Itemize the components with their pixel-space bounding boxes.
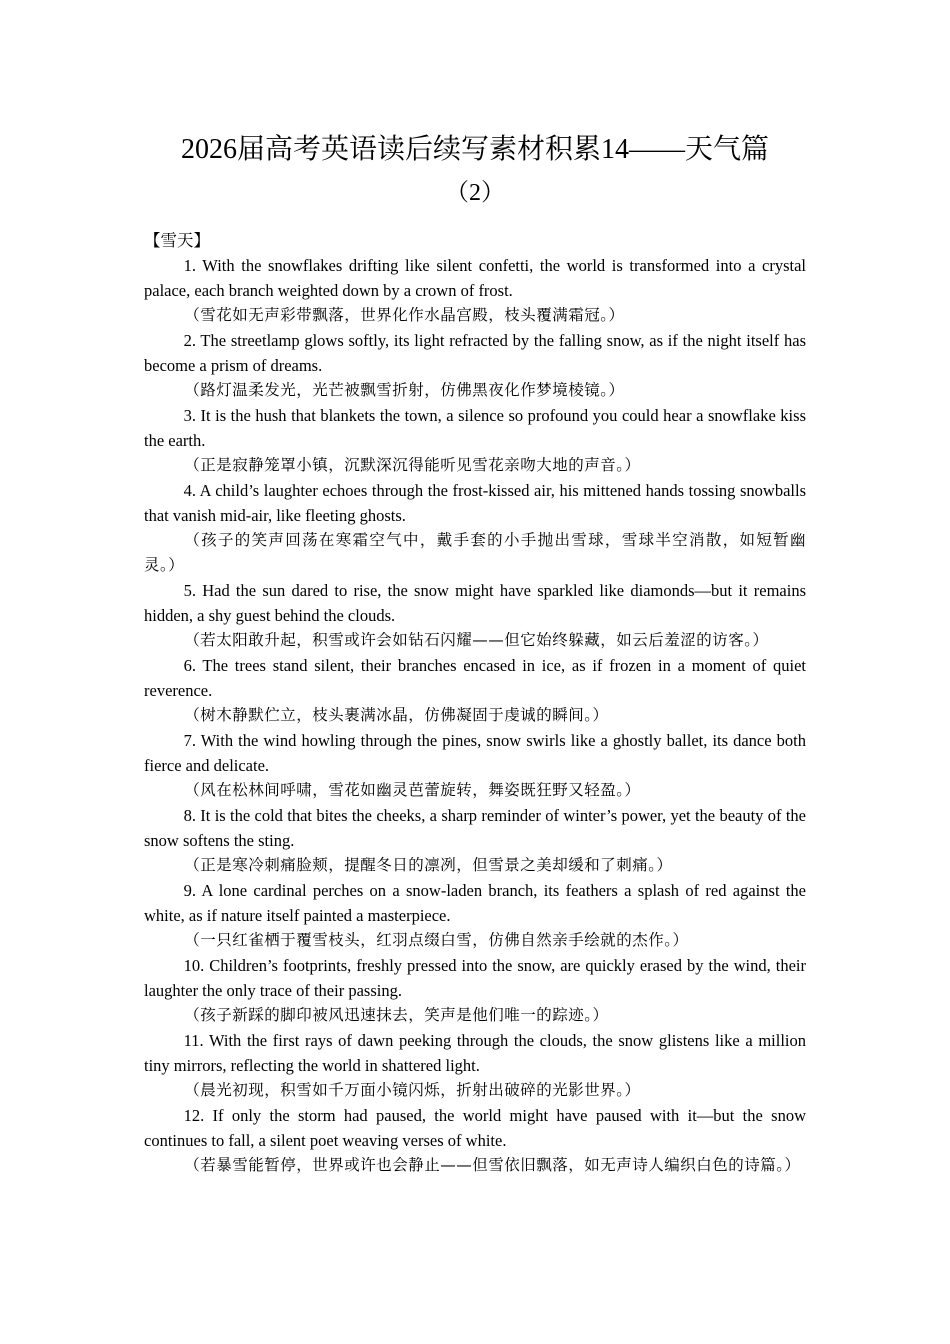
sentence-chinese: （一只红雀栖于覆雪枝头，红羽点缀白雪，仿佛自然亲手绘就的杰作。） — [184, 931, 689, 949]
sentence-english: 4. A child’s laughter echoes through the frost-kissed air, his mittened hands tossing snowballs that vanish mid-air, like fleeting ghosts. — [144, 481, 806, 525]
sentence-english: 6. The trees stand silent, their branches encased in ice, as if frozen in a moment of quiet reverence. — [144, 656, 806, 700]
sentence-english: 7. With the wind howling through the pines, snow swirls like a ghostly ballet, its dance both fierce and delicate. — [144, 731, 806, 775]
sentence-english: 2. The streetlamp glows softly, its light refracted by the falling snow, as if the night itself has become a prism of dreams. — [144, 331, 806, 375]
sentence-chinese: （树木静默伫立，枝头裹满冰晶，仿佛凝固于虔诚的瞬间。） — [184, 706, 609, 724]
document-title-continued: （2） — [445, 180, 505, 206]
sentence-chinese: （路灯温柔发光，光芒被飘雪折射，仿佛黑夜化作梦境棱镜。） — [184, 381, 625, 399]
sentence-chinese: （雪花如无声彩带飘落，世界化作水晶宫殿，枝头覆满霜冠。） — [184, 306, 625, 324]
sentence-chinese: （若太阳敢升起，积雪或许会如钻石闪耀——但它始终躲藏，如云后羞涩的访客。） — [184, 631, 769, 649]
sentence-chinese: （晨光初现，积雪如千万面小镜闪烁，折射出破碎的光影世界。） — [184, 1081, 641, 1099]
sentence-english: 9. A lone cardinal perches on a snow-laden branch, its feathers a splash of red against the white, as if nature itself painted a masterpiece. — [144, 881, 806, 925]
sentence-chinese: （孩子新踩的脚印被风迅速抹去，笑声是他们唯一的踪迹。） — [184, 1006, 609, 1024]
sentence-chinese: （若暴雪能暂停，世界或许也会静止——但雪依旧飘落，如无声诗人编织白色的诗篇。） — [184, 1156, 801, 1174]
sentence-english: 1. With the snowflakes drifting like silent confetti, the world is transformed into a crystal palace, each branch weighted down by a crown of frost. — [144, 256, 806, 300]
sentence-english: 8. It is the cold that bites the cheeks, a sharp reminder of winter’s power, yet the beauty of the snow softens the sting. — [144, 806, 806, 850]
sentence-english: 10. Children’s footprints, freshly pressed into the snow, are quickly erased by the wind, their laughter the only trace of their passing. — [144, 956, 806, 1000]
sentence-english: 12. If only the storm had paused, the world might have paused with it—but the snow continues to fall, a silent poet weaving verses of white. — [144, 1106, 806, 1150]
sentence-english: 3. It is the hush that blankets the town, a silence so profound you could hear a snowflake kiss the earth. — [144, 406, 806, 450]
sentence-english: 5. Had the sun dared to rise, the snow might have sparkled like diamonds—but it remains hidden, a shy guest behind the clouds. — [144, 581, 806, 625]
document-title: 2026届高考英语读后续写素材积累14——天气篇 — [180, 134, 769, 165]
document-page — [144, 0, 806, 1178]
sentence-chinese: （正是寒冷刺痛脸颊，提醒冬日的凛冽，但雪景之美却缓和了刺痛。） — [184, 856, 673, 874]
sentence-chinese: （风在松林间呼啸，雪花如幽灵芭蕾旋转，舞姿既狂野又轻盈。） — [184, 781, 641, 799]
sentence-list — [144, 253, 806, 1178]
sentence-chinese: （孩子的笑声回荡在寒霜空气中，戴手套的小手抛出雪球，雪球半空消散，如短暂幽灵。） — [144, 531, 806, 574]
section-label: 【雪天】 — [144, 231, 210, 250]
sentence-english: 11. With the first rays of dawn peeking through the clouds, the snow glistens like a million tiny mirrors, reflecting the world in shattered light. — [144, 1031, 806, 1075]
sentence-chinese: （正是寂静笼罩小镇，沉默深沉得能听见雪花亲吻大地的声音。） — [184, 456, 641, 474]
